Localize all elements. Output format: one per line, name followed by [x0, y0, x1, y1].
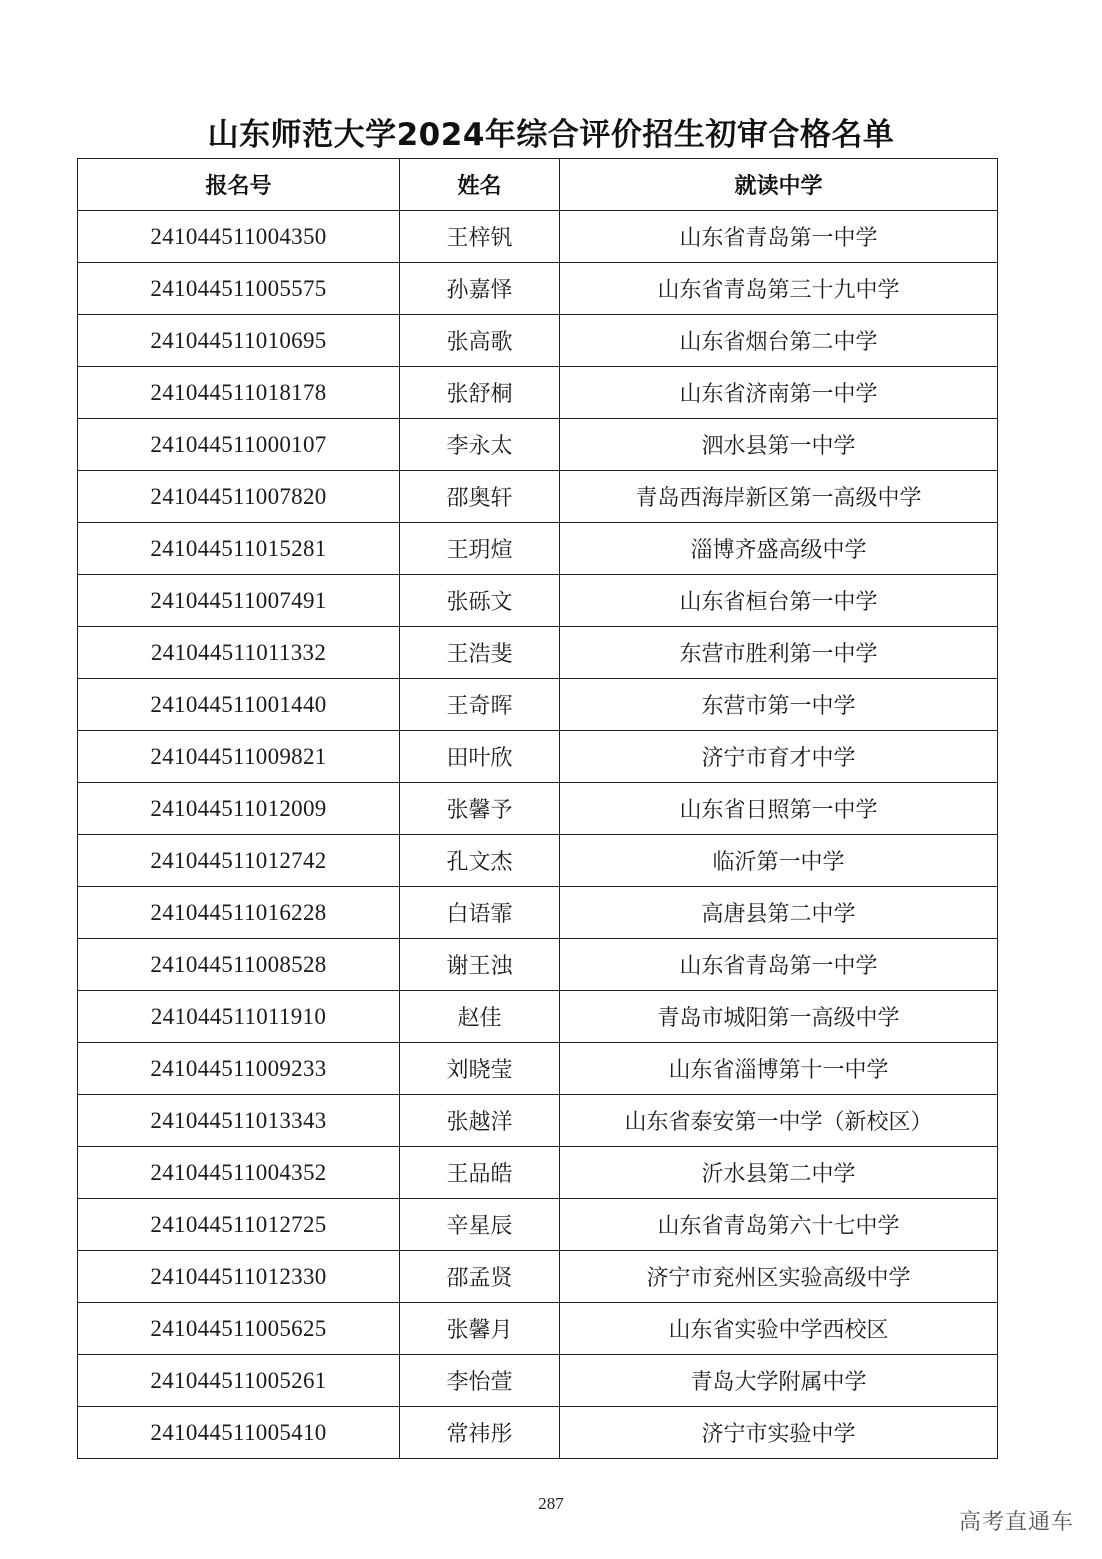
registration-number-cell: 241044511009233	[78, 1043, 400, 1095]
registration-number-cell: 241044511016228	[78, 887, 400, 939]
school-cell: 东营市第一中学	[560, 679, 998, 731]
table-row	[78, 315, 998, 367]
table-row	[78, 783, 998, 835]
table-row	[78, 835, 998, 887]
table-row	[78, 1355, 998, 1407]
registration-number-cell: 241044511004352	[78, 1147, 400, 1199]
school-cell: 东营市胜利第一中学	[560, 627, 998, 679]
student-name-cell: 孔文杰	[400, 835, 560, 887]
registration-number-cell: 241044511012725	[78, 1199, 400, 1251]
school-cell: 临沂第一中学	[560, 835, 998, 887]
table-row	[78, 627, 998, 679]
student-name-cell: 刘晓莹	[400, 1043, 560, 1095]
school-cell: 青岛大学附属中学	[560, 1355, 998, 1407]
watermark-text: 高考直通车	[958, 1510, 1074, 1535]
student-name-cell: 邵孟贤	[400, 1251, 560, 1303]
student-name-cell: 张舒桐	[400, 367, 560, 419]
header-school: 就读中学	[560, 159, 998, 211]
table-body	[78, 211, 998, 1459]
table-row	[78, 1199, 998, 1251]
header-registration-number: 报名号	[78, 159, 400, 211]
table-row	[78, 939, 998, 991]
student-name-cell: 谢王浊	[400, 939, 560, 991]
student-name-cell: 王梓钒	[400, 211, 560, 263]
registration-number-cell: 241044511005410	[78, 1407, 400, 1459]
table-header-row	[78, 159, 998, 211]
student-name-cell: 张砾文	[400, 575, 560, 627]
table-row	[78, 211, 998, 263]
school-cell: 高唐县第二中学	[560, 887, 998, 939]
table-row	[78, 575, 998, 627]
student-name-cell: 张越洋	[400, 1095, 560, 1147]
student-name-cell: 王浩斐	[400, 627, 560, 679]
student-name-cell: 王奇晖	[400, 679, 560, 731]
registration-number-cell: 241044511012009	[78, 783, 400, 835]
table-row	[78, 731, 998, 783]
registration-number-cell: 241044511005575	[78, 263, 400, 315]
school-cell: 山东省泰安第一中学（新校区）	[560, 1095, 998, 1147]
student-name-cell: 田叶欣	[400, 731, 560, 783]
school-cell: 山东省青岛第一中学	[560, 939, 998, 991]
school-cell: 山东省实验中学西校区	[560, 1303, 998, 1355]
table-row	[78, 1407, 998, 1459]
school-cell: 济宁市育才中学	[560, 731, 998, 783]
registration-number-cell: 241044511007491	[78, 575, 400, 627]
school-cell: 山东省日照第一中学	[560, 783, 998, 835]
registration-number-cell: 241044511015281	[78, 523, 400, 575]
school-cell: 青岛市城阳第一高级中学	[560, 991, 998, 1043]
registration-number-cell: 241044511001440	[78, 679, 400, 731]
admission-list-table	[77, 158, 998, 1459]
school-cell: 青岛西海岸新区第一高级中学	[560, 471, 998, 523]
table-row	[78, 263, 998, 315]
registration-number-cell: 241044511007820	[78, 471, 400, 523]
registration-number-cell: 241044511008528	[78, 939, 400, 991]
table-row	[78, 1095, 998, 1147]
school-cell: 济宁市兖州区实验高级中学	[560, 1251, 998, 1303]
school-cell: 山东省青岛第一中学	[560, 211, 998, 263]
school-cell: 山东省济南第一中学	[560, 367, 998, 419]
table-row	[78, 991, 998, 1043]
table-row	[78, 1303, 998, 1355]
student-name-cell: 李永太	[400, 419, 560, 471]
school-cell: 沂水县第二中学	[560, 1147, 998, 1199]
page-number: 287	[538, 1494, 564, 1513]
table-row	[78, 523, 998, 575]
registration-number-cell: 241044511004350	[78, 211, 400, 263]
student-name-cell: 张馨月	[400, 1303, 560, 1355]
student-name-cell: 邵奥轩	[400, 471, 560, 523]
student-name-cell: 王玥煊	[400, 523, 560, 575]
registration-number-cell: 241044511005625	[78, 1303, 400, 1355]
table-row	[78, 679, 998, 731]
student-name-cell: 李怡萱	[400, 1355, 560, 1407]
school-cell: 济宁市实验中学	[560, 1407, 998, 1459]
table-row	[78, 1043, 998, 1095]
table-row	[78, 367, 998, 419]
student-name-cell: 常祎彤	[400, 1407, 560, 1459]
school-cell: 山东省青岛第六十七中学	[560, 1199, 998, 1251]
registration-number-cell: 241044511013343	[78, 1095, 400, 1147]
table-row	[78, 1251, 998, 1303]
school-cell: 山东省淄博第十一中学	[560, 1043, 998, 1095]
registration-number-cell: 241044511005261	[78, 1355, 400, 1407]
school-cell: 山东省烟台第二中学	[560, 315, 998, 367]
registration-number-cell: 241044511010695	[78, 315, 400, 367]
school-cell: 淄博齐盛高级中学	[560, 523, 998, 575]
student-name-cell: 张高歌	[400, 315, 560, 367]
registration-number-cell: 241044511018178	[78, 367, 400, 419]
student-name-cell: 王品皓	[400, 1147, 560, 1199]
student-name-cell: 赵佳	[400, 991, 560, 1043]
student-name-cell: 白语霏	[400, 887, 560, 939]
registration-number-cell: 241044511012742	[78, 835, 400, 887]
registration-number-cell: 241044511009821	[78, 731, 400, 783]
registration-number-cell: 241044511011910	[78, 991, 400, 1043]
header-name: 姓名	[400, 159, 560, 211]
table-row	[78, 1147, 998, 1199]
table-row	[78, 887, 998, 939]
table-row	[78, 419, 998, 471]
registration-number-cell: 241044511011332	[78, 627, 400, 679]
student-name-cell: 辛星辰	[400, 1199, 560, 1251]
school-cell: 山东省桓台第一中学	[560, 575, 998, 627]
document-title: 山东师范大学2024年综合评价招生初审合格名单	[207, 117, 895, 153]
school-cell: 山东省青岛第三十九中学	[560, 263, 998, 315]
student-name-cell: 张馨予	[400, 783, 560, 835]
registration-number-cell: 241044511012330	[78, 1251, 400, 1303]
table-row	[78, 471, 998, 523]
student-name-cell: 孙嘉怿	[400, 263, 560, 315]
registration-number-cell: 241044511000107	[78, 419, 400, 471]
school-cell: 泗水县第一中学	[560, 419, 998, 471]
